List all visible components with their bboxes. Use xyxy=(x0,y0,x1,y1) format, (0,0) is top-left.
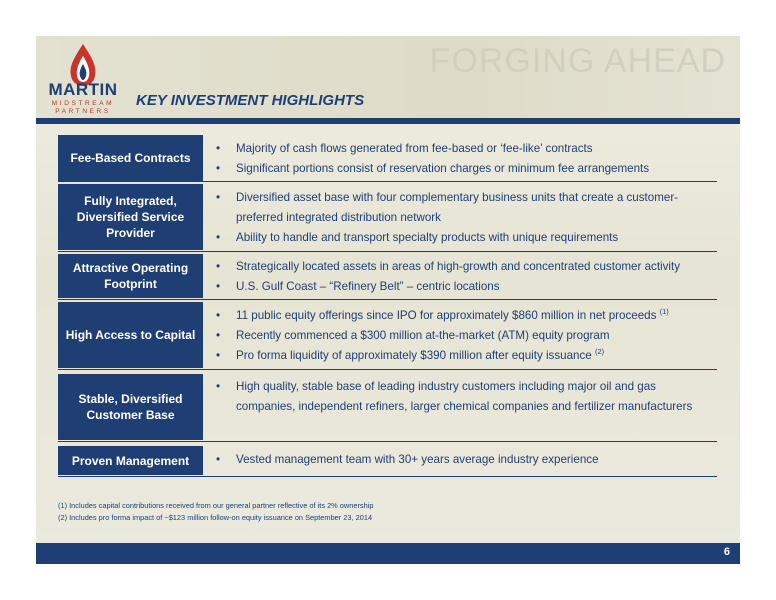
bullet-list xyxy=(214,139,717,179)
bullet-list xyxy=(214,257,717,297)
bullet-list xyxy=(214,450,717,470)
row-label: Fee-Based Contracts xyxy=(58,135,203,181)
row-label: Fully Integrated, Diversified Service Provider xyxy=(58,184,203,250)
bullet-item: • U.S. Gulf Coast – “Refinery Belt” – centric locations xyxy=(216,280,500,293)
bullet-item: • Vested management team with 30+ years average industry experience xyxy=(216,453,599,466)
bullet-item: • Recently commenced a $300 million at-the-market (ATM) equity program xyxy=(216,329,610,342)
footnote-1: (1) Includes capital contributions received from our general partner reflective of its 2% ownership xyxy=(58,501,374,510)
bullet-item: • Ability to handle and transport specialty products with unique requirements xyxy=(216,231,619,244)
row-label: Stable, Diversified Customer Base xyxy=(58,374,203,440)
footnote-2: (2) Includes pro forma impact of ~$123 million follow-on equity issuance on September 23, 2014 xyxy=(58,513,373,522)
bullet-item: • High quality, stable base of leading industry customers including major oil and gas companies, independent refiners, larger chemical companies and fertilizer manufacturers xyxy=(216,380,693,413)
highlight-row-footprint xyxy=(58,254,717,300)
page-title: KEY INVESTMENT HIGHLIGHTS xyxy=(136,92,365,109)
header-rule xyxy=(36,118,740,124)
bullet-item: • Strategically located assets in areas of high-growth and concentrated customer activity xyxy=(216,260,681,273)
logo-wordmark: MARTIN xyxy=(48,80,118,99)
row-label: Proven Management xyxy=(58,446,203,475)
highlight-row-customers xyxy=(58,374,717,442)
bullet-item: • 11 public equity offerings since IPO for approximately $860 million in net proceeds $^{(1)}$ xyxy=(216,307,669,322)
footnote-ref: (1) xyxy=(659,307,669,317)
bullet-item: • Diversified asset base with four complementary business units that create a customer-preferred integrated distribution network xyxy=(216,191,679,224)
bullet-item: • Significant portions consist of reservation charges or minimum fee arrangements xyxy=(216,162,650,175)
bullet-item: • Majority of cash flows generated from fee-based or ‘fee-like’ contracts xyxy=(216,142,593,155)
logo-subtitle-line1: MIDSTREAM xyxy=(51,100,115,107)
slide xyxy=(36,36,740,564)
highlight-row-fee-based xyxy=(58,135,717,182)
highlight-row-capital xyxy=(58,302,717,370)
footer-bar xyxy=(36,543,740,564)
watermark: FORGING AHEAD xyxy=(429,42,726,80)
bullet-list xyxy=(214,377,717,417)
footnote-ref: (2) xyxy=(594,347,605,357)
logo-subtitle-line2: PARTNERS xyxy=(55,108,111,115)
row-label: High Access to Capital xyxy=(58,302,203,368)
bullet-item: • Pro forma liquidity of approximately $390 million after equity issuance $^{(2)}$ xyxy=(216,347,605,362)
bullet-list xyxy=(214,188,717,248)
row-label: Attractive Operating Footprint xyxy=(58,254,203,298)
bullet-list xyxy=(214,306,717,366)
page-number: 6 xyxy=(723,546,730,558)
highlight-row-management xyxy=(58,446,717,477)
highlight-row-integrated xyxy=(58,184,717,252)
